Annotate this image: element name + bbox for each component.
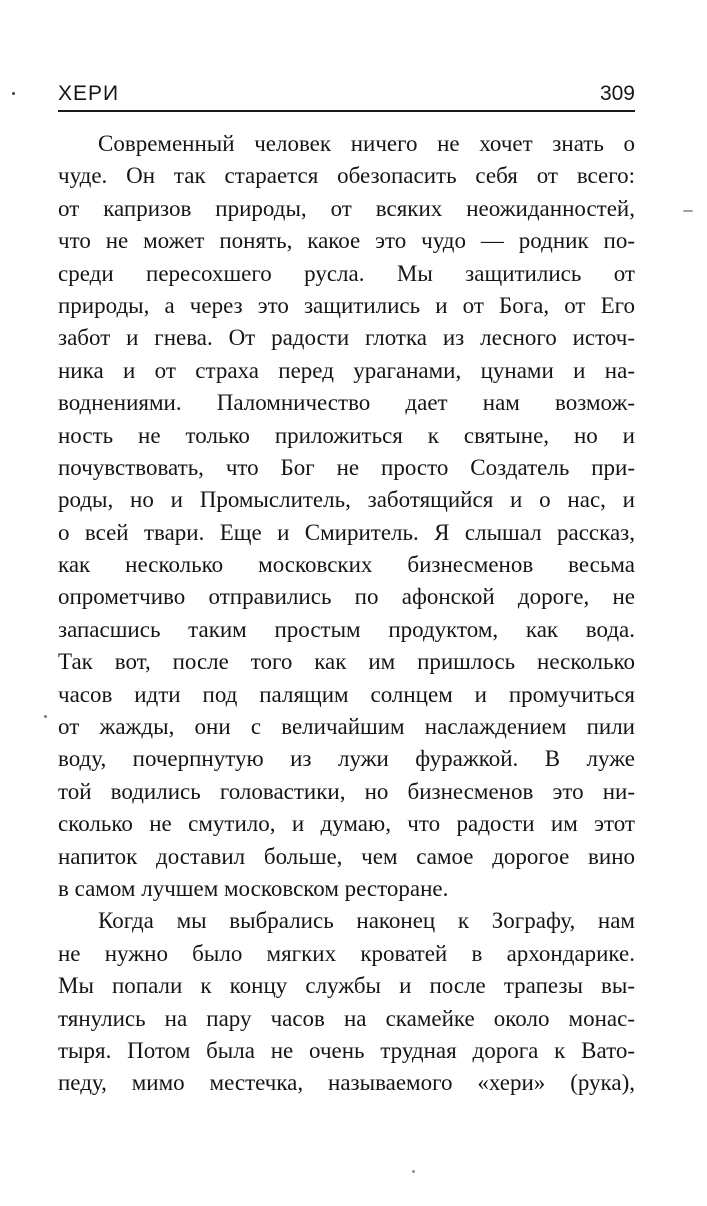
text-line: о всей твари. Еще и Смиритель. Я слышал рассказ, bbox=[58, 519, 635, 545]
text-line: опрометчиво отправились по афонской дороге, не bbox=[58, 584, 635, 610]
text-line: ность не только приложиться к святыне, но и bbox=[58, 422, 635, 448]
text-line: Так вот, после того как им пришлось несколько bbox=[58, 649, 635, 675]
text-line: почувствовать, что Бог не просто Создатель при- bbox=[58, 454, 635, 480]
text-line: чуде. Он так старается обезопасить себя от всего: bbox=[58, 163, 635, 189]
text-line: ника и от страха перед ураганами, цунами и на- bbox=[58, 357, 635, 383]
text-line: от жажды, они с величайшим наслаждением пили bbox=[58, 714, 635, 740]
text-line: напиток доставил больше, чем самое дорогое вино bbox=[58, 843, 635, 869]
text-line: Мы попали к концу службы и после трапезы вы- bbox=[58, 973, 635, 999]
running-header bbox=[58, 80, 635, 112]
text-line: часов идти под палящим солнцем и промучиться bbox=[58, 681, 635, 707]
scan-speck bbox=[44, 715, 47, 718]
text-line: среди пересохшего русла. Мы защитились от bbox=[58, 260, 635, 286]
scan-speck bbox=[12, 92, 15, 95]
page-number: 309 bbox=[599, 82, 635, 105]
scan-speck bbox=[412, 1170, 415, 1173]
text-line: педу, мимо местечка, называемого «хери» (рука), bbox=[58, 1070, 635, 1096]
chapter-title: ХЕРИ bbox=[58, 82, 120, 105]
text-line: от капризов природы, от всяких неожиданностей, bbox=[58, 195, 635, 221]
text-line: природы, а через это защитились и от Бога, от Его bbox=[58, 292, 635, 318]
text-line: запасшись таким простым продуктом, как вода. bbox=[58, 616, 635, 642]
text-line: как несколько московских бизнесменов весьма bbox=[58, 552, 635, 578]
text-line: роды, но и Промыслитель, заботящийся и о нас, и bbox=[58, 487, 635, 513]
text-line: в самом лучшем московском ресторане. bbox=[58, 875, 449, 901]
text-line: что не может понять, какое это чудо — родник по- bbox=[58, 228, 635, 254]
text-line: тыря. Потом была не очень трудная дорога к Вато- bbox=[58, 1037, 635, 1063]
text-line: сколько не смутило, и думаю, что радости им этот bbox=[58, 811, 635, 837]
scan-speck bbox=[683, 210, 693, 212]
text-line: забот и гнева. От радости глотка из лесного источ- bbox=[58, 325, 635, 351]
text-line: той водились головастики, но бизнесменов это ни- bbox=[58, 778, 635, 804]
text-line: Современный человек ничего не хочет знать о bbox=[98, 131, 635, 156]
text-line: Когда мы выбрались наконец к Зографу, нам bbox=[98, 908, 635, 934]
text-line: воду, почерпнутую из лужи фуражкой. В луже bbox=[58, 746, 635, 772]
text-line: воднениями. Паломничество дает нам возмож- bbox=[58, 390, 635, 416]
text-line: не нужно было мягких кроватей в архондарике. bbox=[58, 940, 635, 966]
text-line: тянулись на пару часов на скамейке около монас- bbox=[58, 1005, 635, 1031]
body-text bbox=[58, 128, 635, 1100]
